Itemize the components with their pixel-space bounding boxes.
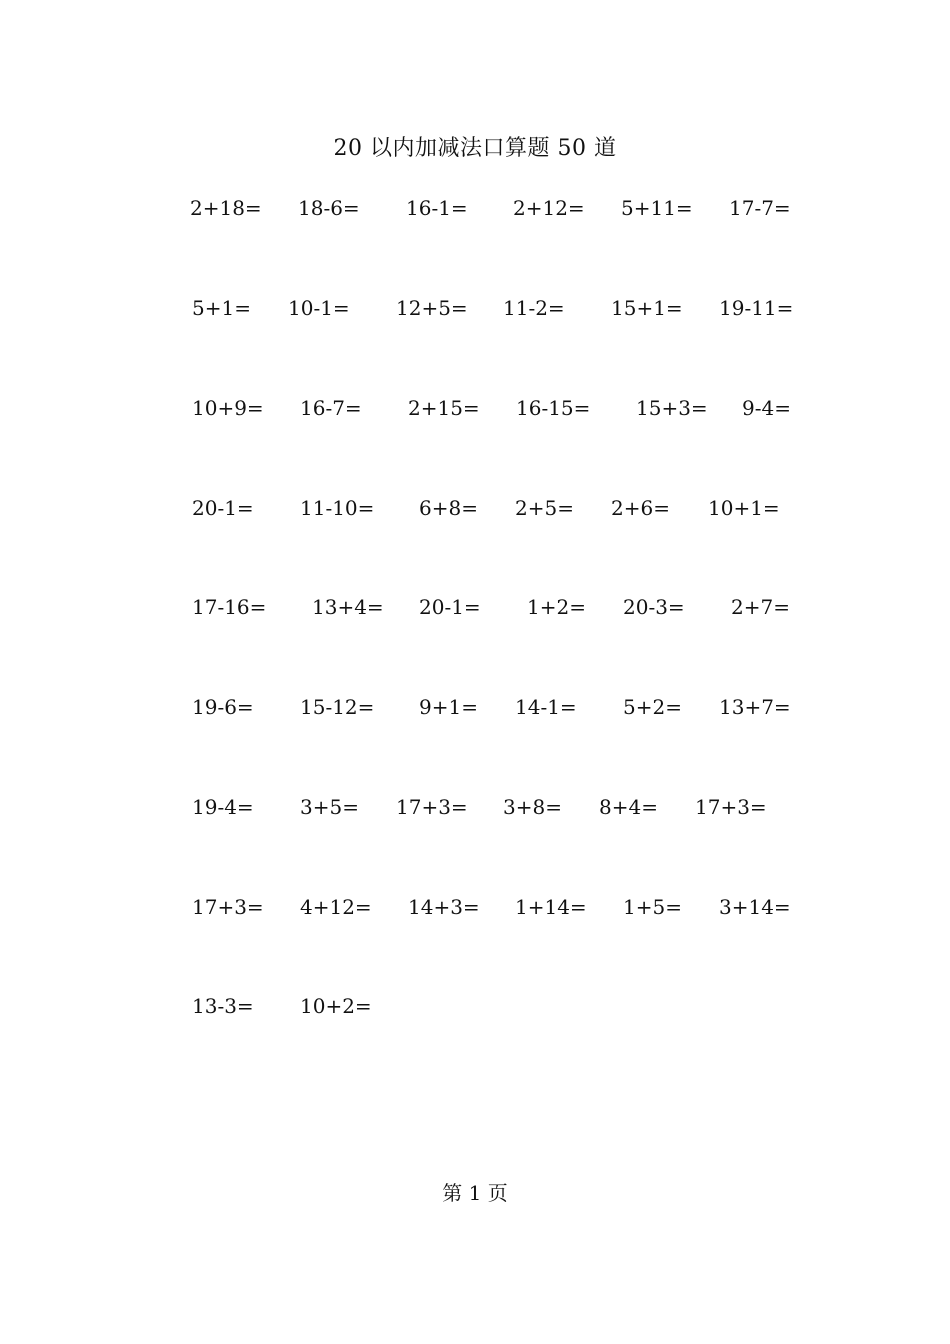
arithmetic-problem: 11-2= [503, 296, 565, 320]
problem-row [0, 396, 950, 426]
arithmetic-problem: 5+11= [621, 196, 693, 220]
arithmetic-problem: 2+18= [190, 196, 262, 220]
arithmetic-problem: 12+5= [396, 296, 468, 320]
arithmetic-problem: 1+2= [527, 595, 586, 619]
arithmetic-problem: 20-3= [623, 595, 685, 619]
arithmetic-problem: 16-7= [300, 396, 362, 420]
arithmetic-problem: 1+14= [515, 895, 587, 919]
problem-row [0, 994, 950, 1024]
arithmetic-problem: 13+7= [719, 695, 791, 719]
arithmetic-problem: 2+12= [513, 196, 585, 220]
arithmetic-problem: 2+5= [515, 496, 574, 520]
arithmetic-problem: 2+7= [731, 595, 790, 619]
arithmetic-problem: 17+3= [396, 795, 468, 819]
arithmetic-problem: 6+8= [419, 496, 478, 520]
arithmetic-problem: 15-12= [300, 695, 375, 719]
arithmetic-problem: 11-10= [300, 496, 375, 520]
problem-row [0, 496, 950, 526]
arithmetic-problem: 17+3= [192, 895, 264, 919]
problem-row [0, 296, 950, 326]
arithmetic-problem: 13-3= [192, 994, 254, 1018]
problem-row [0, 595, 950, 625]
arithmetic-problem: 18-6= [298, 196, 360, 220]
arithmetic-problem: 3+8= [503, 795, 562, 819]
arithmetic-problem: 1+5= [623, 895, 682, 919]
arithmetic-problem: 19-4= [192, 795, 254, 819]
arithmetic-problem: 10+1= [708, 496, 780, 520]
arithmetic-problem: 19-11= [719, 296, 794, 320]
arithmetic-problem: 13+4= [312, 595, 384, 619]
arithmetic-problem: 17+3= [695, 795, 767, 819]
arithmetic-problem: 19-6= [192, 695, 254, 719]
arithmetic-problem: 15+1= [611, 296, 683, 320]
problem-row [0, 695, 950, 725]
arithmetic-problem: 15+3= [636, 396, 708, 420]
problem-row [0, 795, 950, 825]
arithmetic-problem: 2+15= [408, 396, 480, 420]
arithmetic-problem: 9-4= [742, 396, 791, 420]
arithmetic-problem: 14+3= [408, 895, 480, 919]
arithmetic-problem: 2+6= [611, 496, 670, 520]
arithmetic-problem: 16-1= [406, 196, 468, 220]
arithmetic-problem: 10-1= [288, 296, 350, 320]
arithmetic-problem: 20-1= [419, 595, 481, 619]
arithmetic-problem: 17-16= [192, 595, 267, 619]
arithmetic-problem: 10+2= [300, 994, 372, 1018]
arithmetic-problem: 10+9= [192, 396, 264, 420]
arithmetic-problem: 20-1= [192, 496, 254, 520]
arithmetic-problem: 9+1= [419, 695, 478, 719]
arithmetic-problem: 8+4= [599, 795, 658, 819]
arithmetic-problem: 4+12= [300, 895, 372, 919]
arithmetic-problem: 3+5= [300, 795, 359, 819]
page-title: 20 以内加减法口算题 50 道 [333, 136, 617, 161]
arithmetic-problem: 17-7= [729, 196, 791, 220]
problem-row [0, 196, 950, 226]
page-number: 第 1 页 [442, 1181, 508, 1205]
arithmetic-problem: 5+1= [192, 296, 251, 320]
arithmetic-problem: 3+14= [719, 895, 791, 919]
arithmetic-problem: 5+2= [623, 695, 682, 719]
arithmetic-problem: 16-15= [516, 396, 591, 420]
arithmetic-problem: 14-1= [515, 695, 577, 719]
problem-row [0, 895, 950, 925]
